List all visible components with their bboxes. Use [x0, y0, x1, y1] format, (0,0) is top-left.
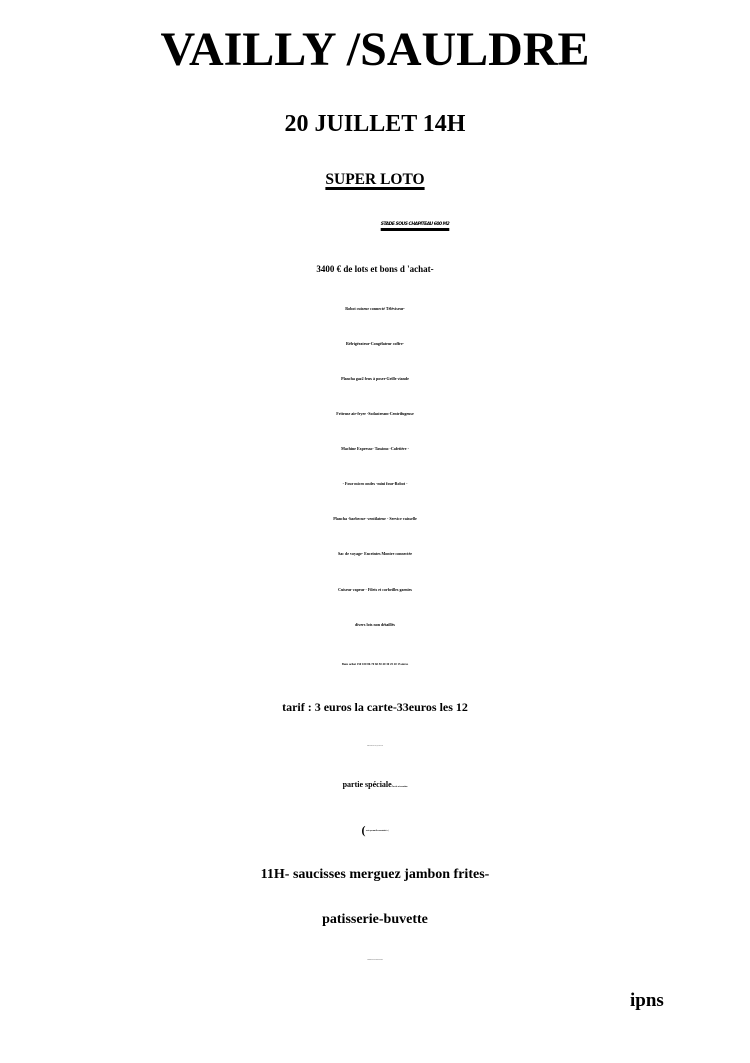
prize-line: - Four micro ondes -mini four-Robot -	[342, 481, 408, 486]
prize-line: Réfrigérateur-Congélateur coffre-	[345, 341, 404, 346]
prize-amount: 3400 € de lots et bons d 'achat-	[316, 264, 434, 274]
event-venue	[0, 222, 750, 228]
prize-line: Sac de voyage- Enceintes Montre connectée	[337, 551, 413, 556]
prize-line: Friteuse air-fryer -Sodastream-Centrifugeuse	[336, 411, 414, 416]
prize-line: Plancha gaz2 feux à poser-Grille viande	[341, 376, 409, 381]
voucher-values: Bons achat 150 100 80-70 60 50 40 30 25 20 15 euros	[341, 662, 409, 666]
cards-note: cartes personnelles non autorisées )	[365, 831, 389, 832]
event-name	[0, 172, 750, 188]
event-venue-text: STADE SOUS CHAPITEAU 600 M2	[380, 222, 450, 227]
footer-ipns: ipns	[630, 990, 664, 1011]
bingo-price: bingo 5 euros les 4 ou 1,50 euros l 'un	[367, 746, 383, 747]
prize-line: Machine Expresso- Tassimo -Cafetière -	[341, 446, 409, 451]
prize-line: divers lots non détaillés	[355, 622, 395, 627]
event-name-text: SUPER LOTO	[325, 171, 425, 188]
card-price: tarif : 3 euros la carte-33euros les 12	[282, 700, 468, 714]
poster-title: VAILLY /SAULDRE	[160, 23, 590, 76]
food-line-2: patisserie-buvette	[322, 912, 428, 927]
special-game-line	[0, 781, 750, 789]
prize-line: Robot cuiseur connecté Téléviseur-	[345, 306, 405, 311]
payment-note: paiement par carte bancaire accepté	[367, 960, 383, 961]
cards-note-line	[0, 824, 750, 836]
food-line-1: 11H- saucisses merguez jambon frites-	[260, 867, 490, 882]
prize-line: Cuiseur vapeur - Filets et corbeilles garnies	[338, 587, 412, 592]
no-reservation: Pas de réservation	[391, 786, 408, 788]
event-date: 20 JUILLET 14H	[284, 111, 466, 137]
prize-line: Plancha -barbecue- ventilateur - Service vaisselle	[333, 516, 417, 521]
cards-note-paren: (	[361, 823, 366, 837]
special-game: partie spéciale	[342, 780, 392, 789]
